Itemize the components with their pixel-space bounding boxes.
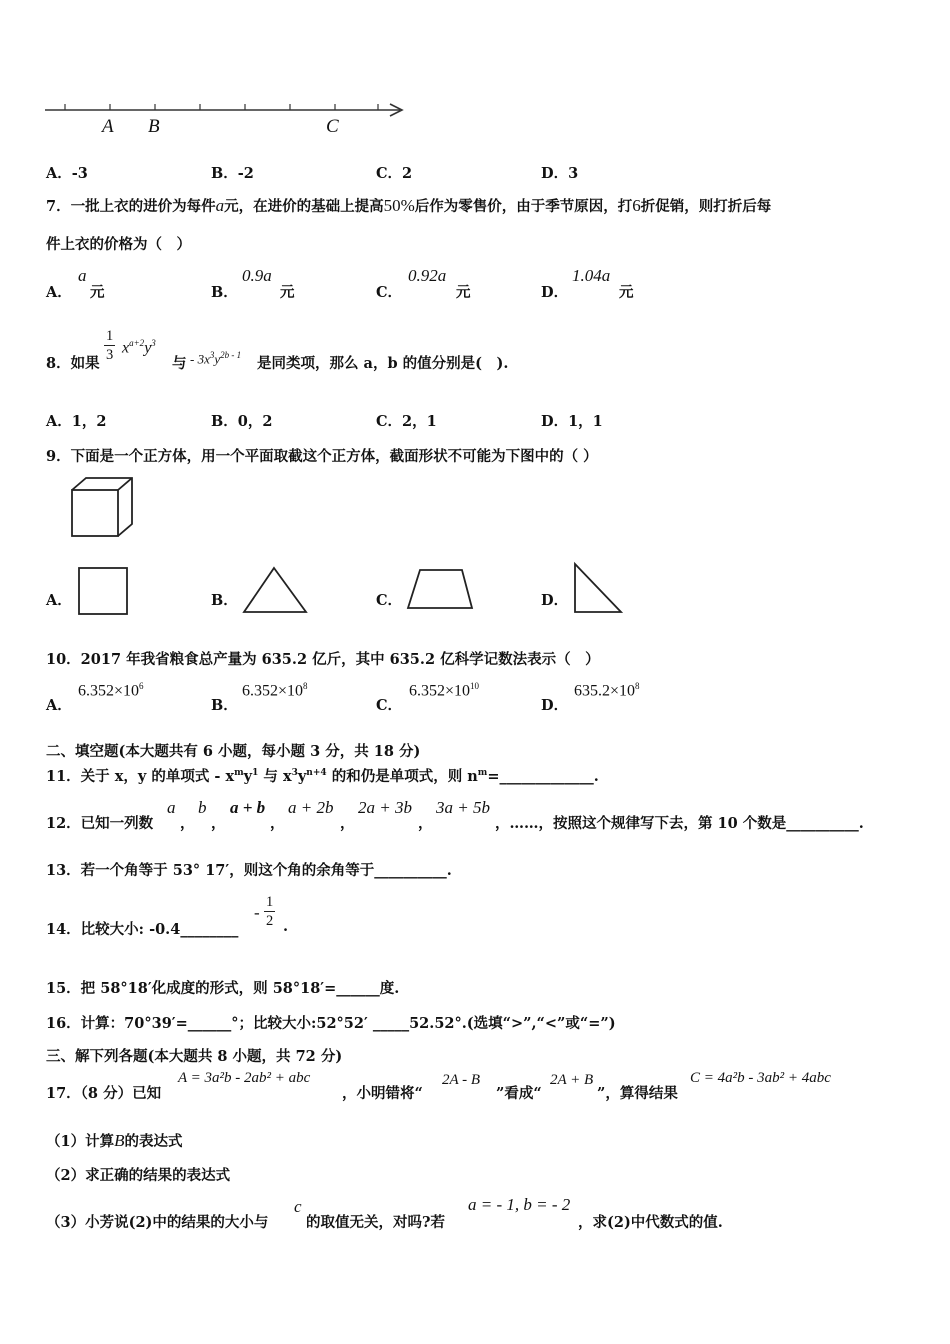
q10-option-b-expr: $6.352\times 10^8$ <box>242 681 308 700</box>
q11: 11．关于 x，y 的单项式 - $x^my^1$ 与 $x^3y^{n+4}$ 的和仍是单项式，则 $n^m=\_\_\_\_\_\_\_\_\_\_\_\_\_$. <box>46 768 599 785</box>
right-triangle-shape <box>573 562 627 618</box>
q10-option-d-letter: D． <box>541 697 569 714</box>
q10-option-a-expr: $6.352\times 10^6$ <box>78 681 144 700</box>
q7-option-b-expr: 0.9a <box>242 266 272 285</box>
q7-option-d-expr: 1.04a <box>572 266 611 285</box>
q12-prefix: 12．已知一列数 <box>46 815 154 832</box>
q8-option-c: C．2，1 <box>376 413 437 430</box>
q7-option-d-unit: 元 <box>619 284 634 301</box>
q17-seen: 2A + B <box>550 1072 594 1088</box>
q17-sub3-b: 的取值无关，对吗?若 <box>306 1214 445 1231</box>
q12-term-6: 3a + 5b <box>436 798 490 817</box>
q7-option-c-expr: 0.92a <box>408 266 447 285</box>
q8-term1: $x^{a+2}y^3$ <box>122 338 156 357</box>
number-line-figure <box>40 95 420 145</box>
q10-stem: 10．2017 年我省粮食总产量为 635.2 亿斤，其中 635.2 亿科学记数法表示（ ） <box>46 651 600 668</box>
q7-option-c-unit: 元 <box>456 284 471 301</box>
q8-term2: - $3x^3y^{2b - 1}$ <box>190 350 242 367</box>
q7-option-d-letter: D． <box>541 284 569 301</box>
q14-minus: - <box>254 903 260 922</box>
q12-term-3: a + b <box>230 798 266 817</box>
q9-stem: 9．下面是一个正方体，用一个平面取截这个正方体，截面形状不可能为下图中的（ ） <box>46 448 598 465</box>
q12-term-2: b <box>198 798 207 817</box>
q6-option-a: A．-3 <box>46 165 88 182</box>
q6-option-b: B．-2 <box>211 165 254 182</box>
section-3-heading: 三、解下列各题(本大题共 8 小题，共 72 分) <box>46 1048 343 1065</box>
q14-frac-num: 1 <box>266 894 274 910</box>
q17-mid1: ，小明错将“ <box>342 1085 423 1102</box>
q17-sub3-a: （3）小芳说(2)中的结果的大小与 <box>46 1214 269 1231</box>
q10-option-b-letter: B． <box>211 697 238 714</box>
section-2-heading: 二、填空题(本大题共有 6 小题，每小题 3 分，共 18 分) <box>46 743 421 760</box>
q10-option-c-expr: $6.352\times 10^{10}$ <box>409 681 480 700</box>
trapezoid-shape <box>406 568 476 612</box>
point-label-a: A <box>102 116 114 137</box>
q17-prefix: 17．（8 分）已知 <box>46 1085 162 1102</box>
q9-option-b-letter: B． <box>211 592 238 609</box>
q17-sub1: （1）计算B的表达式 <box>46 1131 183 1150</box>
q7-option-c-letter: C． <box>376 284 403 301</box>
q16: 16．计算：70°39′=______°；比较大小:52°52′ _____52.52°.(选填“>”,“<”或“=”) <box>46 1015 616 1032</box>
q9-option-d-letter: D． <box>541 592 569 609</box>
q14-fraction <box>264 893 275 930</box>
q7-option-a-unit: 元 <box>90 284 105 301</box>
q13: 13．若一个角等于 53° 17′，则这个角的余角等于__________. <box>46 862 452 879</box>
q7-stem-line2: 件上衣的价格为（ ） <box>46 236 191 253</box>
q14-frac-den: 2 <box>266 913 274 929</box>
q8-fraction <box>104 327 115 364</box>
q17-mid3: ”，算得结果 <box>597 1085 678 1102</box>
q8-with: 与 <box>172 355 187 372</box>
q8-suffix: 是同类项，那么 a，b 的值分别是( ). <box>257 355 509 372</box>
q17-sub3-cond: a = - 1, b = - 2 <box>468 1195 571 1214</box>
q10-option-d-expr: $635.2\times 10^8$ <box>574 681 640 700</box>
q17-wrong: 2A - B <box>442 1072 481 1088</box>
q8-option-b: B．0，2 <box>211 413 273 430</box>
q17-expr-a: A = 3a²b - 2ab² + abc <box>178 1070 311 1086</box>
q12-term-1: a <box>167 798 176 817</box>
triangle-shape <box>242 566 310 616</box>
cube-figure <box>70 476 136 538</box>
q8-frac-num: 1 <box>106 328 114 344</box>
q7-option-b-letter: B． <box>211 284 238 301</box>
q17-mid2: ”看成“ <box>496 1085 542 1102</box>
q6-option-d: D．3 <box>541 165 579 182</box>
q7-option-a-expr: a <box>78 266 87 285</box>
point-label-c: C <box>326 116 339 137</box>
q10-option-c-letter: C． <box>376 697 403 714</box>
q7-option-a-letter: A． <box>46 284 72 301</box>
q14-suffix: . <box>283 918 289 935</box>
q12-term-4: a + 2b <box>288 798 334 817</box>
q14-prefix: 14．比较大小: -0.4________ <box>46 921 239 938</box>
q9-option-c-letter: C． <box>376 592 403 609</box>
q7-stem: 7．一批上衣的进价为每件a元，在进价的基础上提高50%后作为零售价，由于季节原因，打6折促销，则打折后每 <box>46 196 772 215</box>
q17-sub2: （2）求正确的结果的表达式 <box>46 1167 231 1184</box>
q10-option-a-letter: A． <box>46 697 72 714</box>
q8-option-a: A．1，2 <box>46 413 107 430</box>
q6-option-c: C．2 <box>376 165 413 182</box>
q9-option-a-letter: A． <box>46 592 72 609</box>
q17-sub3-var: c <box>294 1197 302 1216</box>
q8-frac-den: 3 <box>106 347 114 363</box>
q12-term-5: 2a + 3b <box>358 798 412 817</box>
point-label-b: B <box>148 116 160 137</box>
q12-suffix: ，……，按照这个规律写下去，第 10 个数是__________. <box>495 815 864 832</box>
q17-sub3-c: ，求(2)中代数式的值. <box>578 1214 723 1231</box>
square-shape <box>77 566 131 618</box>
q8-prefix: 8．如果 <box>46 355 100 372</box>
q17-expr-c: C = 4a²b - 3ab² + 4abc <box>690 1070 831 1086</box>
q15: 15．把 58°18′化成度的形式，则 58°18′=______度. <box>46 980 400 997</box>
q7-option-b-unit: 元 <box>280 284 295 301</box>
q8-option-d: D．1，1 <box>541 413 603 430</box>
